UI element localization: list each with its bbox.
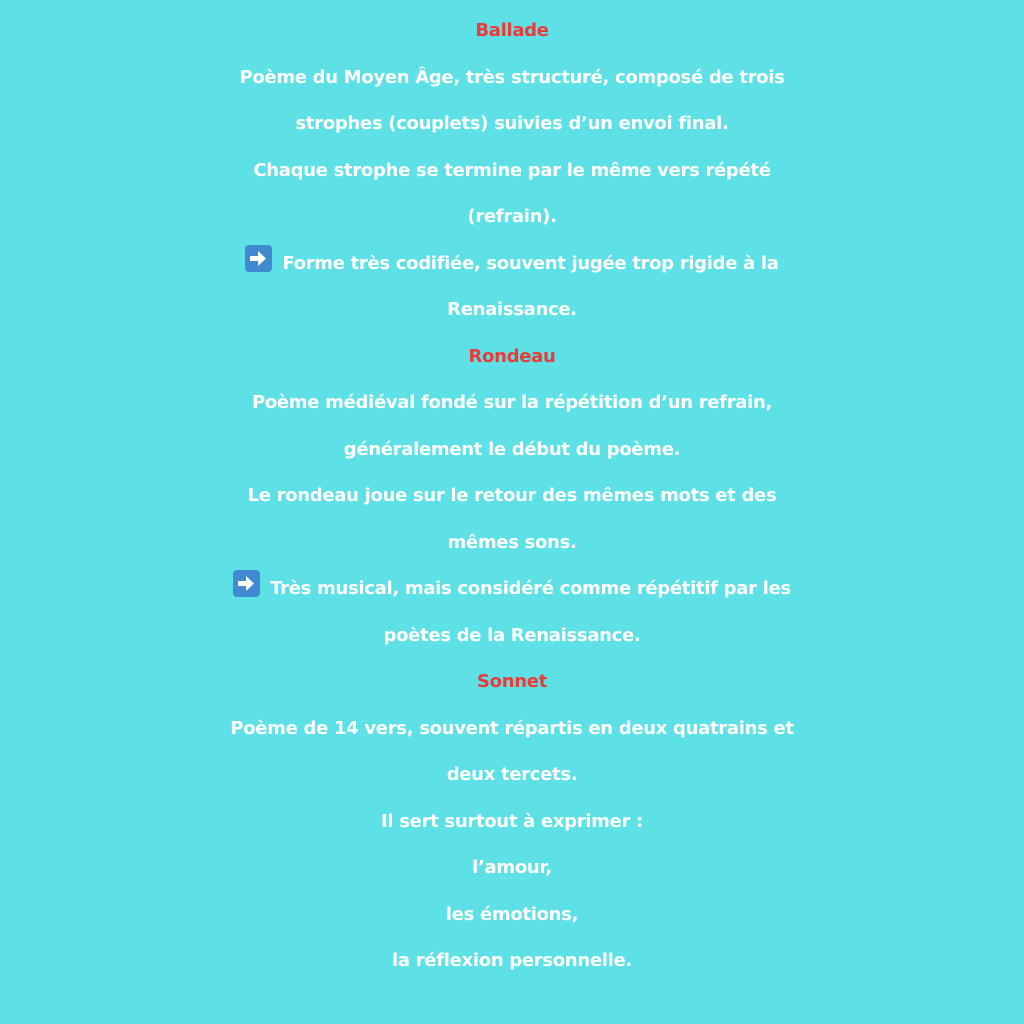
right-arrow-icon	[233, 570, 260, 597]
rondeau-line-2: généralement le début du poème.	[343, 438, 681, 460]
rondeau-note-line-2: poètes de la Renaissance.	[383, 624, 641, 646]
sonnet-line-3: Il sert surtout à exprimer :	[381, 810, 643, 832]
rondeau-note-line-1	[0, 566, 1024, 613]
ballade-note-line-2: Renaissance.	[447, 299, 577, 320]
rondeau-line-3: Le rondeau joue sur le retour des mêmes mots et des	[247, 485, 777, 506]
ballade-line-4: (refrain).	[467, 206, 557, 227]
rondeau-title: Rondeau	[468, 345, 556, 367]
ballade-line-3: Chaque strophe se termine par le même vers répété	[253, 159, 771, 181]
sonnet-line-1: Poème de 14 vers, souvent répartis en deux quatrains et	[230, 717, 794, 739]
rondeau-line-4: mêmes sons.	[447, 531, 577, 553]
ballade-line-1: Poème du Moyen Âge, très structuré, composé de trois	[239, 66, 785, 88]
rondeau-line-1: Poème médiéval fondé sur la répétition d’un refrain,	[251, 392, 773, 413]
ballade-title: Ballade	[475, 20, 549, 41]
sonnet-line-2: deux tercets.	[446, 764, 578, 785]
sonnet-line-4: l’amour,	[472, 857, 552, 878]
sonnet-title: Sonnet	[477, 671, 547, 692]
ballade-note-line-1	[0, 241, 1024, 288]
ballade-note-text-1: Forme très codifiée, souvent jugée trop rigide à la	[282, 252, 779, 274]
sonnet-line-5: les émotions,	[445, 903, 579, 925]
right-arrow-icon	[245, 245, 272, 272]
sonnet-line-6: la réflexion personnelle.	[392, 950, 632, 971]
ballade-line-2: strophes (couplets) suivies d’un envoi final.	[295, 113, 729, 134]
rondeau-note-text-1: Très musical, mais considéré comme répétitif par les	[270, 578, 791, 599]
